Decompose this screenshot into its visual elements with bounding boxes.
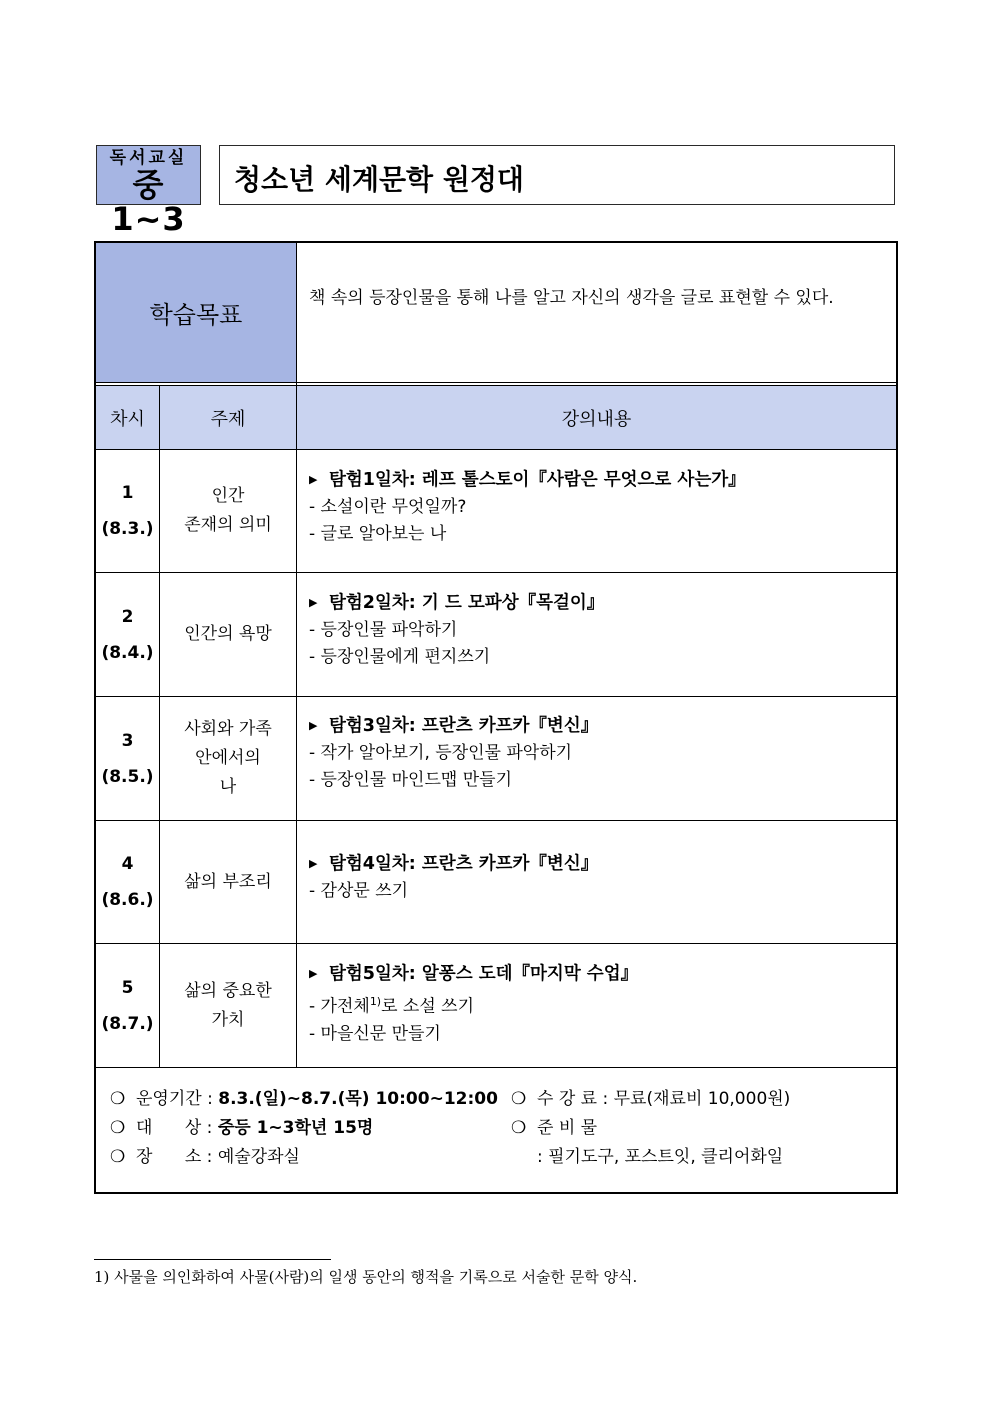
topic-line: 가치 (211, 1009, 245, 1030)
session-number: 2 (121, 606, 134, 627)
divider (96, 449, 896, 450)
title-box (219, 145, 895, 205)
divider (96, 572, 896, 573)
table-row-2-content (297, 573, 896, 696)
table-row-1-topic (160, 450, 296, 572)
program-table (94, 241, 898, 1194)
session-date: (8.6.) (101, 890, 154, 910)
divider (96, 820, 896, 821)
triangle-bullet-icon: ▶ (309, 596, 318, 609)
info-target: ❍ 대 상 : 중등 1~3학년 15명 (110, 1114, 373, 1143)
session-date: (8.5.) (101, 766, 154, 787)
divider (96, 696, 896, 697)
program-level: 중1~3 (111, 166, 186, 238)
topic-line: 사회와 가족 (184, 719, 272, 739)
triangle-bullet-icon: ▶ (309, 857, 318, 870)
lesson-item: - 글로 알아보는 나 (309, 524, 447, 544)
info-period: ❍ 운영기간 : 8.3.(일)~8.7.(목) 10:00~12:00 (110, 1085, 498, 1114)
table-row-2-session (96, 573, 159, 696)
topic-line: 존재의 의미 (184, 515, 272, 535)
column-header-session: 차시 (96, 386, 159, 449)
lesson-item: - 작가 알아보기, 등장인물 파악하기 (309, 743, 573, 763)
program-info (96, 1068, 896, 1192)
column-header-content: 강의내용 (297, 386, 896, 449)
lesson-item: - 가전체$^{1)}$로 소설 쓰기 (309, 995, 475, 1017)
lesson-heading: 탐험4일차: 프란츠 카프카『변신』 (329, 854, 599, 874)
table-row-4-topic (160, 821, 296, 943)
lesson-heading: 탐험2일차: 기 드 모파상『목걸이』 (329, 593, 605, 613)
topic-line: 삶의 중요한 (184, 980, 272, 1001)
circle-bullet-icon: ❍ (511, 1089, 527, 1109)
divider (96, 385, 896, 386)
triangle-bullet-icon: ▶ (309, 719, 318, 732)
column-header-topic: 주제 (160, 386, 296, 449)
session-date: (8.4.) (101, 642, 154, 663)
circle-bullet-icon: ❍ (110, 1147, 126, 1167)
table-row-5-topic (160, 944, 296, 1067)
divider (96, 943, 896, 944)
program-category: 독서교실 (109, 148, 188, 168)
circle-bullet-icon: ❍ (511, 1118, 527, 1138)
footnote-text: 1) 사물을 의인화하여 사물(사람)의 일생 동안의 행적을 기록으로 서술한 문학 양식. (94, 1268, 638, 1286)
topic-line: 인간의 욕망 (184, 624, 272, 644)
divider (296, 243, 297, 1067)
lesson-heading: 탐험1일차: 레프 톨스토이『사람은 무엇으로 사는가』 (329, 470, 746, 490)
lesson-item: - 마을신문 만들기 (309, 1023, 441, 1044)
table-row-4-content (297, 821, 896, 943)
lesson-item: - 등장인물 파악하기 (309, 620, 458, 640)
program-badge (96, 145, 201, 238)
triangle-bullet-icon: ▶ (309, 473, 318, 486)
circle-bullet-icon: ❍ (110, 1089, 126, 1109)
divider (159, 385, 160, 1067)
topic-line: 인간 (211, 486, 245, 506)
table-row-3-topic (160, 697, 296, 820)
topic-line: 삶의 부조리 (184, 871, 272, 892)
table-row-3-session (96, 697, 159, 820)
divider (96, 1067, 896, 1068)
goal-label: 학습목표 (96, 243, 296, 382)
info-supplies: ❍ 준 비 물 (511, 1114, 597, 1143)
table-row-1-session (96, 450, 159, 572)
lesson-heading: 탐험3일차: 프란츠 카프카『변신』 (329, 716, 599, 736)
info-place: ❍ 장 소 : 예술강좌실 (110, 1143, 300, 1172)
session-date: (8.7.) (101, 1013, 154, 1034)
circle-bullet-icon: ❍ (110, 1118, 126, 1138)
lesson-item: - 소설이란 무엇일까? (309, 497, 467, 517)
table-row-5-content (297, 944, 896, 1067)
topic-line: 나 (219, 777, 237, 797)
table-row-3-content (297, 697, 896, 820)
session-number: 5 (121, 977, 134, 998)
session-number: 4 (121, 854, 134, 874)
table-row-5-session (96, 944, 159, 1067)
info-fee: ❍ 수 강 료 : 무료(재료비 10,000원) (511, 1085, 790, 1114)
lesson-heading: 탐험5일차: 알퐁스 도데『마지막 수업』 (329, 964, 639, 984)
info-supplies-value: : 필기도구, 포스트잇, 클리어화일 (537, 1147, 784, 1167)
triangle-bullet-icon: ▶ (309, 967, 318, 980)
goal-text: 책 속의 등장인물을 통해 나를 알고 자신의 생각을 글로 표현할 수 있다. (309, 288, 834, 308)
lesson-item: - 등장인물에게 편지쓰기 (309, 647, 491, 667)
table-row-4-session (96, 821, 159, 943)
table-row-1-content (297, 450, 896, 572)
session-date: (8.3.) (101, 519, 154, 539)
lesson-item: - 감상문 쓰기 (309, 881, 409, 901)
session-number: 3 (121, 730, 134, 751)
topic-line: 안에서의 (195, 748, 261, 768)
lesson-item: - 등장인물 마인드맵 만들기 (309, 770, 512, 790)
divider (96, 382, 896, 383)
table-row-2-topic (160, 573, 296, 696)
footnote-divider (94, 1259, 331, 1260)
footnote-reference: 1) (369, 995, 382, 1008)
page-title: 청소년 세계문학 원정대 (234, 163, 524, 196)
session-number: 1 (121, 483, 134, 503)
